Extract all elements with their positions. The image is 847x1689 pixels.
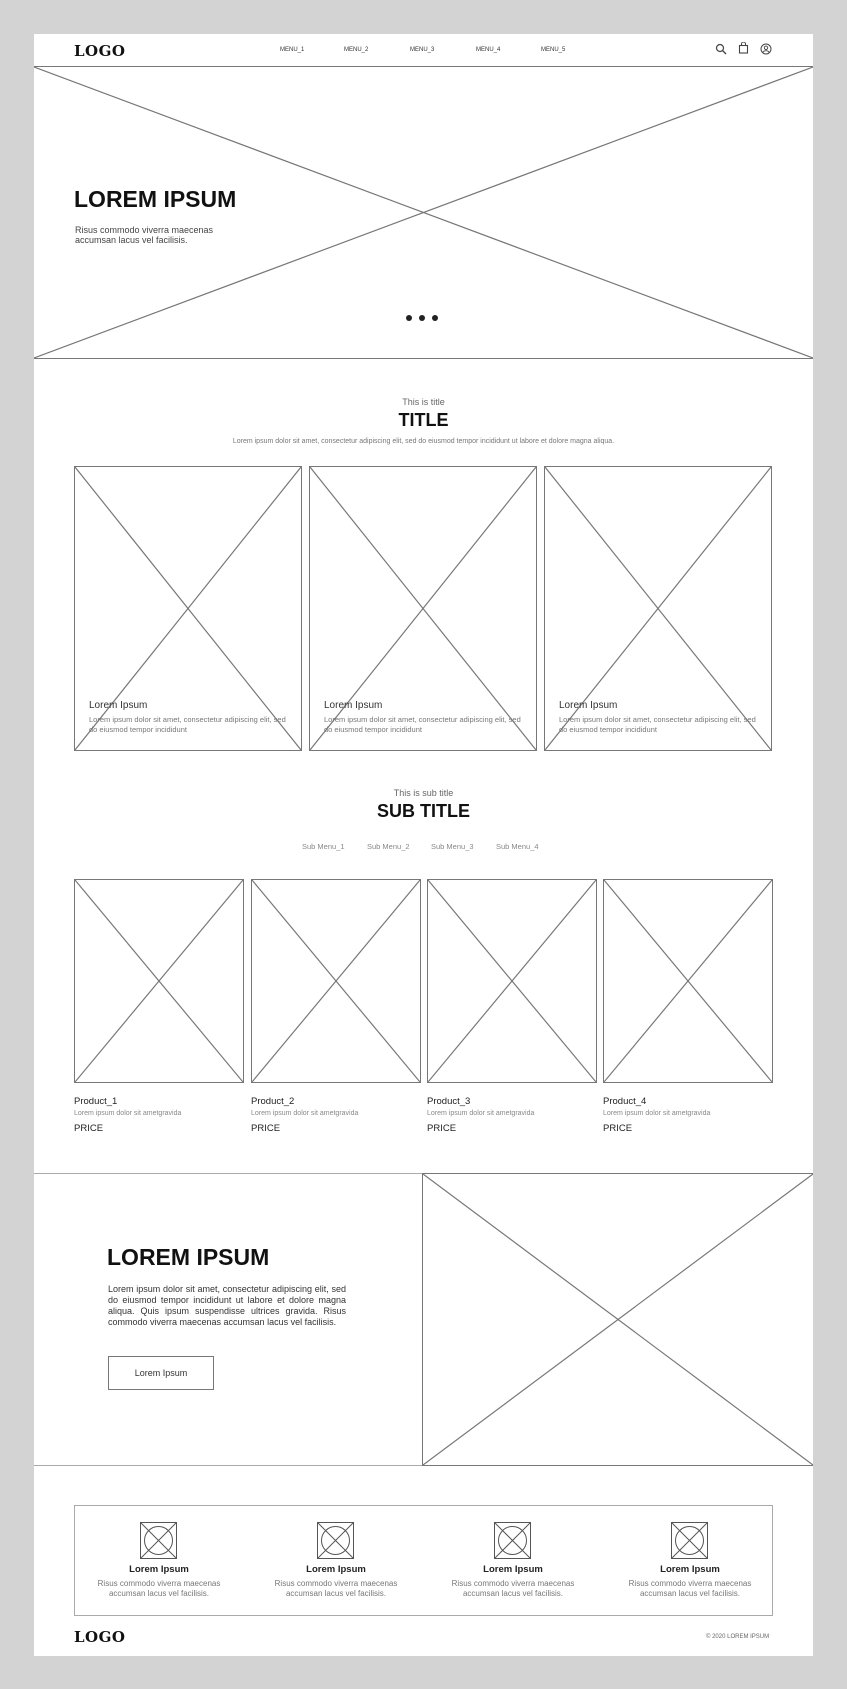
user-icon[interactable] [760, 43, 772, 55]
about-text: Lorem ipsum dolor sit amet, consectetur adipiscing elit, sed do eiusmod tempor incididunt ut labore et dolore magna aliqua. Quis ipsum suspendisse ultrices gravida. Risus commodo viverra maecenas accumsan lacus vel facilisis. [108, 1284, 346, 1327]
product-image-4[interactable] [603, 879, 773, 1083]
placeholder-image-icon [140, 1522, 177, 1559]
submenu-3[interactable]: Sub Menu_3 [431, 842, 474, 851]
card-title: Lorem Ipsum [324, 700, 383, 711]
copyright-text: © 2020 LOREM IPSUM [706, 1634, 770, 1640]
placeholder-image-icon [317, 1522, 354, 1559]
section-subtitle: This is title [402, 397, 445, 407]
card-title: Lorem Ipsum [89, 700, 148, 711]
nav-menu-4[interactable]: MENU_4 [476, 47, 501, 53]
hero-text: Risus commodo viverra maecenas accumsan lacus vel facilisis. [75, 225, 214, 245]
placeholder-image-icon [494, 1522, 531, 1559]
product-image-3[interactable] [427, 879, 597, 1083]
header-logo[interactable]: LOGO [74, 42, 126, 60]
carousel-dot-2[interactable] [419, 315, 425, 321]
footer-logo[interactable]: LOGO [74, 1628, 126, 1646]
nav-menu-5[interactable]: MENU_5 [541, 47, 566, 53]
wireframe-page [34, 34, 813, 1656]
feature-card-3[interactable] [544, 466, 772, 751]
submenu-2[interactable]: Sub Menu_2 [367, 842, 410, 851]
product-desc-2: Lorem ipsum dolor sit ametgravida [251, 1110, 359, 1117]
card-text: Lorem ipsum dolor sit amet, consectetur adipiscing elit, sed do eiusmod tempor incididunt [324, 715, 521, 734]
product-desc-1: Lorem ipsum dolor sit ametgravida [74, 1110, 182, 1117]
product-name-4[interactable]: Product_4 [603, 1096, 647, 1107]
product-desc-4: Lorem ipsum dolor sit ametgravida [603, 1110, 711, 1117]
submenu-4[interactable]: Sub Menu_4 [496, 842, 539, 851]
feature-title-3: Lorem Ipsum [483, 1564, 543, 1575]
card-text: Lorem ipsum dolor sit amet, consectetur adipiscing elit, sed do eiusmod tempor incididunt [559, 715, 756, 734]
feature-text-3: Risus commodo viverra maecenas accumsan lacus vel facilisis. [451, 1579, 575, 1598]
nav-menu-3[interactable]: MENU_3 [410, 47, 435, 53]
hero-title: LOREM IPSUM [74, 186, 237, 212]
feature-title-1: Lorem Ipsum [129, 1564, 189, 1575]
nav-menu-1[interactable]: MENU_1 [280, 47, 305, 53]
features-panel [74, 1505, 773, 1616]
about-title: LOREM IPSUM [107, 1244, 270, 1270]
product-name-1[interactable]: Product_1 [74, 1096, 118, 1107]
product-price-4: PRICE [603, 1123, 633, 1134]
card-title: Lorem Ipsum [559, 700, 618, 711]
nav-menu-2[interactable]: MENU_2 [344, 47, 369, 53]
about-image-placeholder [422, 1173, 813, 1466]
section-title-2: SUB TITLE [377, 801, 470, 821]
product-price-2: PRICE [251, 1123, 281, 1134]
product-name-2[interactable]: Product_2 [251, 1096, 295, 1107]
carousel-dot-3[interactable] [432, 315, 438, 321]
feature-title-4: Lorem Ipsum [660, 1564, 720, 1575]
feature-title-2: Lorem Ipsum [306, 1564, 366, 1575]
search-icon[interactable] [715, 43, 727, 55]
product-price-3: PRICE [427, 1123, 457, 1134]
feature-text-4: Risus commodo viverra maecenas accumsan lacus vel facilisis. [628, 1579, 752, 1598]
shopping-bag-icon[interactable] [738, 42, 749, 54]
product-desc-3: Lorem ipsum dolor sit ametgravida [427, 1110, 535, 1117]
about-button[interactable]: Lorem Ipsum [108, 1356, 214, 1390]
placeholder-image-icon [671, 1522, 708, 1559]
feature-text-2: Risus commodo viverra maecenas accumsan lacus vel facilisis. [274, 1579, 398, 1598]
feature-card-2[interactable] [309, 466, 537, 751]
card-text: Lorem ipsum dolor sit amet, consectetur adipiscing elit, sed do eiusmod tempor incididunt [89, 715, 286, 734]
section-title: TITLE [398, 410, 449, 430]
section-subtitle-2: This is sub title [393, 788, 454, 798]
product-image-1[interactable] [74, 879, 244, 1083]
carousel-dot-1[interactable] [406, 315, 412, 321]
submenu-1[interactable]: Sub Menu_1 [302, 842, 345, 851]
product-price-1: PRICE [74, 1123, 104, 1134]
product-image-2[interactable] [251, 879, 421, 1083]
product-name-3[interactable]: Product_3 [427, 1096, 471, 1107]
feature-text-1: Risus commodo viverra maecenas accumsan lacus vel facilisis. [97, 1579, 221, 1598]
feature-card-1[interactable] [74, 466, 302, 751]
section-description: Lorem ipsum dolor sit amet, consectetur adipiscing elit, sed do eiusmod tempor incididunt ut labore et dolore magna aliqua. [232, 438, 615, 445]
